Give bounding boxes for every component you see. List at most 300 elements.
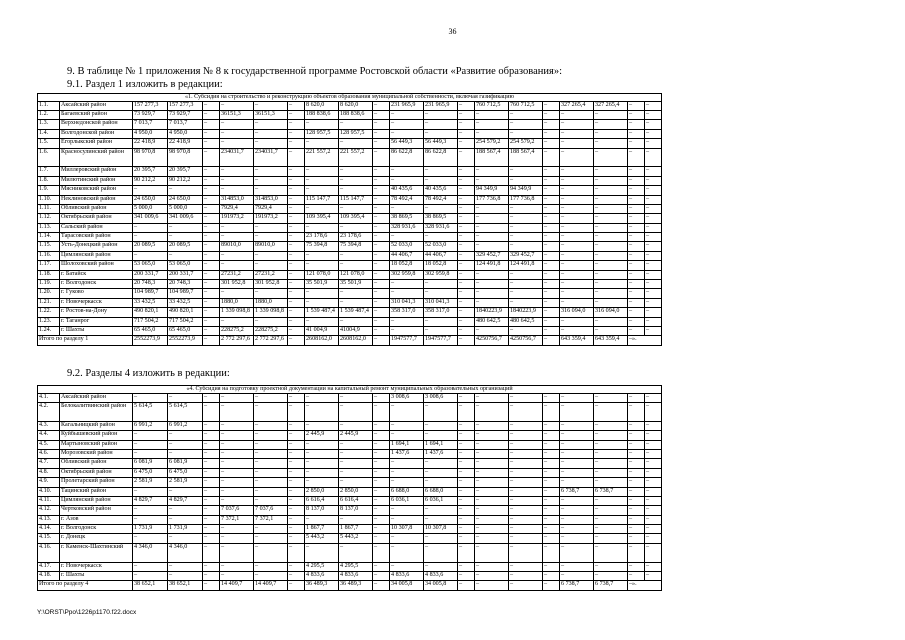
value-cell: 78 492,4 xyxy=(390,195,424,204)
row-number-cell: 4.9. xyxy=(38,478,60,487)
value-cell: – xyxy=(543,139,560,148)
value-cell: – xyxy=(594,251,628,260)
municipality-name-cell: Октябрьский район xyxy=(60,468,133,477)
value-cell: – xyxy=(594,478,628,487)
value-cell: – xyxy=(560,280,594,289)
value-cell: 10 307,8 xyxy=(424,525,458,534)
value-cell: 6 475,0 xyxy=(133,468,168,477)
value-cell: – xyxy=(390,421,424,430)
value-cell: – xyxy=(628,421,645,430)
row-number-cell: 1.1. xyxy=(38,101,60,110)
value-cell: – xyxy=(509,233,543,242)
value-cell: – xyxy=(509,534,543,543)
value-cell: – xyxy=(203,120,220,129)
municipality-name-cell: Шолоховский район xyxy=(60,261,133,270)
value-cell: 109 395,4 xyxy=(305,214,339,223)
value-cell: – xyxy=(339,176,373,185)
value-cell: – xyxy=(220,525,254,534)
value-cell: – xyxy=(424,534,458,543)
value-cell: – xyxy=(509,204,543,213)
value-cell: – xyxy=(305,478,339,487)
value-cell: – xyxy=(203,317,220,326)
value-cell: – xyxy=(339,440,373,449)
value-cell: – xyxy=(339,317,373,326)
value-cell: – xyxy=(628,186,645,195)
value-cell: 1947577,7 xyxy=(424,336,458,345)
value-cell: – xyxy=(509,543,543,562)
value-cell: – xyxy=(645,139,662,148)
value-cell: – xyxy=(645,449,662,458)
value-cell: 1 339 098,8 xyxy=(254,308,288,317)
row-number-cell: 4.12. xyxy=(38,506,60,515)
value-cell: – xyxy=(339,251,373,260)
value-cell: – xyxy=(203,233,220,242)
value-cell: – xyxy=(645,431,662,440)
value-cell: – xyxy=(390,506,424,515)
value-cell: 8 137,0 xyxy=(339,506,373,515)
value-cell: – xyxy=(254,120,288,129)
value-cell: – xyxy=(390,478,424,487)
value-cell: 7929,4 xyxy=(254,204,288,213)
table-row xyxy=(38,336,662,345)
value-cell: – xyxy=(220,186,254,195)
municipality-name-cell: г. Новочеркасск xyxy=(60,298,133,307)
value-cell: – xyxy=(628,449,645,458)
row-number-cell: 1.5. xyxy=(38,139,60,148)
table-row xyxy=(38,496,662,505)
value-cell: 41 004,9 xyxy=(305,326,339,335)
value-cell: – xyxy=(509,478,543,487)
row-number-cell: 1.23. xyxy=(38,317,60,326)
value-cell: 200 331,7 xyxy=(168,270,203,279)
value-cell: – xyxy=(424,506,458,515)
value-cell: – xyxy=(288,317,305,326)
value-cell: 6 991,2 xyxy=(133,421,168,430)
value-cell: – xyxy=(509,572,543,581)
value-cell: – xyxy=(543,280,560,289)
row-number-cell: 1.16. xyxy=(38,251,60,260)
row-number-cell: 1.20. xyxy=(38,289,60,298)
municipality-name-cell: г. Новочеркасск xyxy=(60,562,133,571)
row-number-cell: 4.4. xyxy=(38,431,60,440)
value-cell: – xyxy=(543,402,560,421)
value-cell: 717 504,2 xyxy=(168,317,203,326)
value-cell: – xyxy=(424,468,458,477)
municipality-name-cell: г. Донецк xyxy=(60,534,133,543)
value-cell: – xyxy=(475,506,509,515)
value-cell: – xyxy=(509,440,543,449)
value-cell: – xyxy=(645,402,662,421)
value-cell: – xyxy=(560,289,594,298)
value-cell: – xyxy=(373,459,390,468)
row-number-cell: 1.13. xyxy=(38,223,60,232)
value-cell: – xyxy=(458,581,475,590)
value-cell: – xyxy=(628,572,645,581)
value-cell: – xyxy=(628,176,645,185)
value-cell: – xyxy=(424,204,458,213)
value-cell: – xyxy=(628,543,645,562)
value-cell: – xyxy=(475,176,509,185)
municipality-name-cell: Чертковский район xyxy=(60,506,133,515)
value-cell: – xyxy=(168,506,203,515)
value-cell: – xyxy=(458,562,475,571)
row-number-cell: 4.16. xyxy=(38,543,60,562)
value-cell: – xyxy=(339,478,373,487)
value-cell: 75 394,8 xyxy=(305,242,339,251)
value-cell: 24 650,0 xyxy=(133,195,168,204)
value-cell: – xyxy=(373,308,390,317)
value-cell: – xyxy=(475,581,509,590)
value-cell: – xyxy=(594,515,628,524)
value-cell: – xyxy=(645,421,662,430)
value-cell: – xyxy=(339,468,373,477)
value-cell: – xyxy=(458,468,475,477)
value-cell: – xyxy=(168,393,203,402)
value-cell: – xyxy=(543,101,560,110)
value-cell: – xyxy=(339,543,373,562)
value-cell: – xyxy=(458,525,475,534)
value-cell: – xyxy=(203,280,220,289)
row-number-cell: 4.5. xyxy=(38,440,60,449)
table-row xyxy=(38,459,662,468)
value-cell: – xyxy=(543,129,560,138)
value-cell: – xyxy=(373,280,390,289)
value-cell: – xyxy=(645,110,662,119)
value-cell: – xyxy=(168,572,203,581)
value-cell: – xyxy=(373,176,390,185)
value-cell: – xyxy=(475,233,509,242)
value-cell: – xyxy=(288,308,305,317)
value-cell: – xyxy=(373,148,390,167)
value-cell: 188 567,4 xyxy=(509,148,543,167)
value-cell: – xyxy=(509,431,543,440)
value-cell: – xyxy=(645,506,662,515)
municipality-name-cell: Миллеровский район xyxy=(60,167,133,176)
value-cell: – xyxy=(560,129,594,138)
value-cell: – xyxy=(390,233,424,242)
value-cell: – xyxy=(475,129,509,138)
value-cell: – xyxy=(543,496,560,505)
value-cell: 7 013,7 xyxy=(168,120,203,129)
value-cell: 328 931,6 xyxy=(424,223,458,232)
value-cell: – xyxy=(203,289,220,298)
value-cell: – xyxy=(288,176,305,185)
value-cell: – xyxy=(645,487,662,496)
row-number-cell: 4.1. xyxy=(38,393,60,402)
value-cell: 2 850,0 xyxy=(339,487,373,496)
table-row xyxy=(38,101,662,110)
value-cell: 5 000,0 xyxy=(168,204,203,213)
value-cell: – xyxy=(458,167,475,176)
value-cell: –». xyxy=(628,581,662,590)
value-cell: 6 081,9 xyxy=(168,459,203,468)
value-cell: 38 652,1 xyxy=(168,581,203,590)
value-cell: – xyxy=(458,496,475,505)
value-cell: – xyxy=(594,214,628,223)
value-cell: – xyxy=(509,214,543,223)
value-cell: 8 620,0 xyxy=(305,101,339,110)
municipality-name-cell: Волгодонской район xyxy=(60,129,133,138)
value-cell: – xyxy=(560,242,594,251)
value-cell: 34 005,8 xyxy=(390,581,424,590)
value-cell: – xyxy=(594,223,628,232)
municipality-name-cell: Морозовский район xyxy=(60,449,133,458)
value-cell: 6 738,7 xyxy=(560,581,594,590)
value-cell: – xyxy=(475,326,509,335)
row-number-cell: 1.24. xyxy=(38,326,60,335)
value-cell: – xyxy=(458,148,475,167)
value-cell: – xyxy=(373,214,390,223)
municipality-name-cell: г. Волгодонск xyxy=(60,280,133,289)
value-cell: – xyxy=(458,101,475,110)
value-cell: 18 052,8 xyxy=(390,261,424,270)
value-cell: – xyxy=(168,233,203,242)
value-cell: 41004,9 xyxy=(339,326,373,335)
value-cell: – xyxy=(390,204,424,213)
value-cell: – xyxy=(305,251,339,260)
value-cell: – xyxy=(373,402,390,421)
value-cell: – xyxy=(220,129,254,138)
value-cell: – xyxy=(543,242,560,251)
value-cell: – xyxy=(373,478,390,487)
value-cell: – xyxy=(203,110,220,119)
value-cell: – xyxy=(203,251,220,260)
value-cell: 6 738,7 xyxy=(560,487,594,496)
value-cell: – xyxy=(560,261,594,270)
value-cell: – xyxy=(560,449,594,458)
value-cell: – xyxy=(628,233,645,242)
table-row xyxy=(38,214,662,223)
value-cell: – xyxy=(390,543,424,562)
value-cell: – xyxy=(288,431,305,440)
value-cell: – xyxy=(220,289,254,298)
value-cell: 5 614,5 xyxy=(168,402,203,421)
value-cell: – xyxy=(628,129,645,138)
value-cell: – xyxy=(594,543,628,562)
value-cell: – xyxy=(168,534,203,543)
row-number-cell: 1.17. xyxy=(38,261,60,270)
value-cell: – xyxy=(288,421,305,430)
value-cell: – xyxy=(560,251,594,260)
value-cell: 5 000,0 xyxy=(133,204,168,213)
value-cell: 1 731,9 xyxy=(168,525,203,534)
value-cell: – xyxy=(475,289,509,298)
value-cell: – xyxy=(475,496,509,505)
value-cell: 27231,2 xyxy=(220,270,254,279)
value-cell: – xyxy=(560,120,594,129)
value-cell: – xyxy=(458,421,475,430)
value-cell: 24 650,0 xyxy=(168,195,203,204)
row-number-cell: 4.7. xyxy=(38,459,60,468)
value-cell: – xyxy=(373,326,390,335)
row-number-cell: 4.14. xyxy=(38,525,60,534)
value-cell: – xyxy=(254,478,288,487)
value-cell: – xyxy=(543,393,560,402)
value-cell: 4 950,0 xyxy=(133,129,168,138)
value-cell: – xyxy=(288,223,305,232)
value-cell: 254 579,2 xyxy=(509,139,543,148)
value-cell: – xyxy=(560,478,594,487)
value-cell: 8 620,0 xyxy=(339,101,373,110)
value-cell: – xyxy=(220,167,254,176)
value-cell: – xyxy=(373,449,390,458)
value-cell: 20 395,7 xyxy=(133,167,168,176)
value-cell: – xyxy=(203,478,220,487)
value-cell: 480 642,5 xyxy=(509,317,543,326)
value-cell: – xyxy=(168,562,203,571)
value-cell: – xyxy=(373,261,390,270)
value-cell: – xyxy=(543,572,560,581)
value-cell: – xyxy=(475,402,509,421)
value-cell: 4250756,7 xyxy=(509,336,543,345)
value-cell: – xyxy=(645,525,662,534)
value-cell: – xyxy=(220,402,254,421)
value-cell: 14 409,7 xyxy=(254,581,288,590)
value-cell: – xyxy=(220,572,254,581)
table-row xyxy=(38,478,662,487)
value-cell: – xyxy=(305,223,339,232)
value-cell: 20 089,5 xyxy=(133,242,168,251)
value-cell: – xyxy=(458,289,475,298)
value-cell: 7 037,6 xyxy=(220,506,254,515)
row-number-cell: 1.6. xyxy=(38,148,60,167)
table-row xyxy=(38,270,662,279)
value-cell: – xyxy=(628,139,645,148)
value-cell: – xyxy=(594,562,628,571)
value-cell: – xyxy=(390,280,424,289)
value-cell: – xyxy=(594,129,628,138)
value-cell: – xyxy=(133,534,168,543)
row-number-cell: 4.10. xyxy=(38,487,60,496)
value-cell: – xyxy=(560,176,594,185)
municipality-name-cell: Октябрьский район xyxy=(60,214,133,223)
value-cell: – xyxy=(560,525,594,534)
value-cell: 89010,0 xyxy=(220,242,254,251)
row-number-cell: 1.8. xyxy=(38,176,60,185)
value-cell: 200 331,7 xyxy=(133,270,168,279)
value-cell: – xyxy=(424,317,458,326)
value-cell: – xyxy=(373,496,390,505)
municipality-name-cell: г. Азов xyxy=(60,515,133,524)
value-cell: 490 820,1 xyxy=(168,308,203,317)
value-cell: – xyxy=(560,223,594,232)
value-cell: 115 147,7 xyxy=(339,195,373,204)
value-cell: – xyxy=(458,223,475,232)
value-cell: – xyxy=(560,317,594,326)
value-cell: – xyxy=(168,223,203,232)
value-cell: – xyxy=(424,478,458,487)
value-cell: 90 212,2 xyxy=(168,176,203,185)
value-cell: 2 445,9 xyxy=(339,431,373,440)
value-cell: – xyxy=(168,186,203,195)
value-cell: – xyxy=(133,393,168,402)
value-cell: – xyxy=(509,449,543,458)
value-cell: – xyxy=(133,562,168,571)
value-cell: – xyxy=(424,280,458,289)
value-cell: – xyxy=(645,298,662,307)
municipality-name-cell: г. Гуково xyxy=(60,289,133,298)
value-cell: – xyxy=(560,468,594,477)
value-cell: 2 772 297,6 xyxy=(220,336,254,345)
value-cell: – xyxy=(203,186,220,195)
municipality-name-cell: Цимлянский район xyxy=(60,251,133,260)
value-cell: – xyxy=(475,214,509,223)
value-cell: – xyxy=(560,459,594,468)
value-cell: – xyxy=(509,421,543,430)
value-cell: 643 359,4 xyxy=(594,336,628,345)
value-cell: – xyxy=(645,393,662,402)
row-number-cell: 4.17. xyxy=(38,562,60,571)
municipality-name-cell: г. Шахты xyxy=(60,572,133,581)
value-cell: – xyxy=(203,167,220,176)
value-cell: – xyxy=(305,317,339,326)
value-cell: – xyxy=(594,120,628,129)
value-cell: – xyxy=(390,326,424,335)
value-cell: – xyxy=(458,317,475,326)
value-cell: 124 491,8 xyxy=(475,261,509,270)
value-cell: – xyxy=(339,298,373,307)
value-cell: – xyxy=(288,270,305,279)
value-cell: 90 212,2 xyxy=(133,176,168,185)
table-row xyxy=(38,431,662,440)
value-cell: 341 009,6 xyxy=(168,214,203,223)
value-cell: 56 449,3 xyxy=(390,139,424,148)
row-number-cell: 4.18. xyxy=(38,572,60,581)
value-cell: – xyxy=(543,289,560,298)
value-cell: – xyxy=(373,195,390,204)
municipality-name-cell: Куйбышевский район xyxy=(60,431,133,440)
value-cell: 53 065,0 xyxy=(168,261,203,270)
value-cell: 254 579,2 xyxy=(475,139,509,148)
table-caption: «1. Субсидия на строительство и реконструкцию объектов образования муниципальной собственности, включая газификацию xyxy=(38,94,662,102)
value-cell: – xyxy=(594,233,628,242)
value-cell: – xyxy=(373,139,390,148)
value-cell: – xyxy=(628,431,645,440)
value-cell: 310 041,3 xyxy=(424,298,458,307)
value-cell: – xyxy=(133,506,168,515)
value-cell: – xyxy=(254,487,288,496)
value-cell: – xyxy=(424,289,458,298)
value-cell: – xyxy=(628,525,645,534)
value-cell: – xyxy=(509,525,543,534)
value-cell: 301 952,8 xyxy=(220,280,254,289)
value-cell: – xyxy=(475,120,509,129)
value-cell: – xyxy=(645,543,662,562)
value-cell: – xyxy=(288,487,305,496)
row-number-cell: 1.18. xyxy=(38,270,60,279)
value-cell: – xyxy=(594,317,628,326)
value-cell: – xyxy=(305,204,339,213)
value-cell: – xyxy=(339,120,373,129)
value-cell: – xyxy=(560,139,594,148)
value-cell: – xyxy=(305,402,339,421)
table-caption: «4. Субсидия на подготовку проектной документации на капитальный ремонт муниципальных образовательных организаций xyxy=(38,386,662,394)
value-cell: – xyxy=(594,440,628,449)
value-cell: 73 929,7 xyxy=(133,110,168,119)
value-cell: – xyxy=(594,148,628,167)
value-cell: – xyxy=(458,270,475,279)
value-cell: – xyxy=(458,195,475,204)
value-cell: – xyxy=(628,120,645,129)
value-cell: – xyxy=(220,468,254,477)
value-cell: – xyxy=(220,562,254,571)
value-cell: – xyxy=(220,431,254,440)
value-cell: – xyxy=(594,110,628,119)
value-cell: 228275,2 xyxy=(220,326,254,335)
value-cell: – xyxy=(645,242,662,251)
value-cell: – xyxy=(339,186,373,195)
value-cell: 6 475,0 xyxy=(168,468,203,477)
